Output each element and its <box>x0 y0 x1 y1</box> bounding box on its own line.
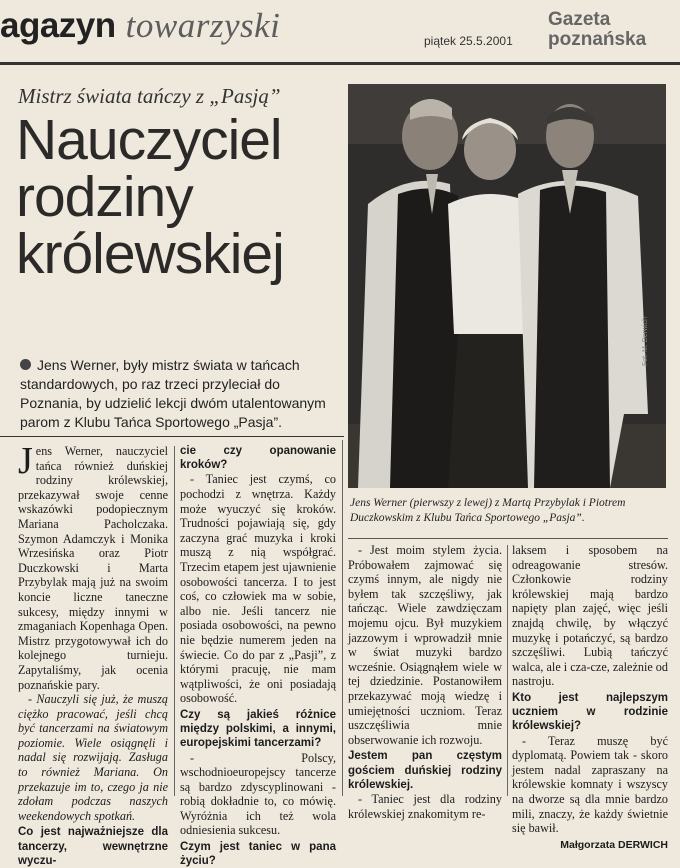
paragraph: laksem i sposobem na odreagowanie stresów. Członkowie rodziny królewskiej mają bardzo napięty plan zajęć, więc jeśli znajdą chwilę, by włączyć muzykę i potańczyć, są bardzo szczęśliwi. Lubią tańczyć walca, ale i cza-cze, zależnie od nastroju. <box>512 543 668 689</box>
headline <box>16 108 346 286</box>
column-divider <box>174 446 175 796</box>
headline-line-2: rodziny <box>16 165 193 229</box>
newspaper-logo <box>548 10 676 50</box>
lead-divider <box>0 436 344 437</box>
bullet-icon <box>20 359 31 370</box>
interview-question: Czy są jakieś różnice między polskimi, a innymi, europejskimi tancerzami? <box>180 708 336 750</box>
interview-question: Co jest najważniejsze dla tancerzy, wewnętrzne wyczu- <box>18 826 168 867</box>
author-byline: Małgorzata DERWICH <box>560 838 668 851</box>
paragraph: - Teraz muszę być dyplomatą. Powiem tak - skoro jestem nadal zapraszany na królewskie komnaty i wszyscy na dworze są dla mnie bardzo mili, znaczy, że każdy świetnie się bawił. <box>512 733 668 836</box>
article-photo <box>348 84 666 488</box>
drop-cap: J <box>18 440 33 482</box>
paragraph: - Nauczyli się już, że muszą ciężko pracować, jeśli chcą być tancerzami na światowym poziomie. Wiele osiągnęli i nadal się rozwijają. Zasługa to również Mariana. On przekazuje im to, czego ja nie zdołam podczas naszych weekendowych spotkań. <box>18 692 168 823</box>
paragraph-text: ens Werner, nauczyciel tańca również duńskiej rodziny królewskiej, przekazywał swoje cenne wskazówki podopiecznym Mariana Pacholczaka. Szymon Adamczyk i Monika Wrzesińska oraz Piotr Duczkowski i Marta Przybylak mają już na swoim koncie liczne taneczne sukcesy, między innymi w zmaganiach Kopenhaga Open. Mistrz przygotowywał ich do kolejnego turnieju. Zapytaliśmy, jak ocenia poznańskie pary. <box>18 444 168 692</box>
section-title: towarzyski <box>125 6 281 45</box>
paragraph: - Taniec jest dla rodziny królewskiej znakomitym re- <box>348 791 502 821</box>
kicker: Mistrz świata tańczy z „Pasją” <box>18 84 281 108</box>
headline-line-3: królewskiej <box>16 222 284 286</box>
masthead <box>0 6 280 46</box>
interview-question: Kto jest najlepszym uczniem w rodzinie królewskiej? <box>512 691 668 733</box>
dancers-photo-illustration <box>348 84 666 488</box>
article-column-4 <box>512 543 668 851</box>
article-column-2 <box>180 444 336 868</box>
column-divider <box>342 440 343 796</box>
caption-divider <box>348 538 668 539</box>
interview-question: cie czy opanowanie kroków? <box>180 445 336 472</box>
newspaper-logo-line2: poznańska <box>548 29 647 50</box>
interview-question: Czym jest taniec w pana życiu? <box>180 841 336 868</box>
headline-line-1: Nauczyciel <box>16 108 282 172</box>
header-rule <box>0 62 680 65</box>
lead-text: Jens Werner, były mistrz świata w tańcach standardowych, po raz trzeci przyleciał do Poznania, by udzielić lekcji dwóm utalentowanym parom z Klubu Tańca Sportowego „Pasja”. <box>20 357 326 430</box>
interview-question: Jestem pan częstym gościem duńskiej rodziny królewskiej. <box>348 750 502 791</box>
photo-caption: Jens Werner (pierwszy z lewej) z Martą Przybylak i Piotrem Duczkowskim z Klubu Tańca Sportowego „Pasja”. <box>350 497 626 524</box>
paragraph: - Polscy, wschodnioeuropejscy tancerze są bardzo zdyscyplinowani - robią dokładnie to, co mówię. Wyróżnia ich też wola odniesienia sukcesu. <box>180 750 336 838</box>
photo-credit: Fot. M. Derwich <box>642 316 649 366</box>
column-divider <box>507 545 508 796</box>
lead-paragraph <box>20 356 338 432</box>
paragraph: - Taniec jest czymś, co pochodzi z wnętrza. Każdy może wyuczyć się kroków. Trudności pojawiają się, gdy zaczyna grać muzyka i kroki muszą z nią współgrać. Trzecim etapem jest ujawnienie osobowości tancerza. I to jest coś, co człowiek ma w sobie, albo nie. Jeśli tancerz nie posiada osobowości, na pewno nie będzie numerem jeden na świecie. Co do par z „Pasji”, z którymi pracuję, nie mam wątpliwości, że oni posiadają osobowość. <box>180 472 336 706</box>
paragraph <box>18 440 168 692</box>
article-column-3 <box>348 543 502 821</box>
issue-date: piątek 25.5.2001 <box>424 34 513 48</box>
paragraph: - Jest moim stylem życia. Próbowałem zajmować się czymś innym, ale nigdy nie byłem tak szczęśliwy, jak tańcząc. Wiele zawdzięczam mojemu ojcu. Był muzykiem jazzowym i wprowadził mnie w świat muzyki bardzo wcześnie. Osiągnąłem wiele w tej dziedzinie. Postanowiłem przekazywać moją wiedzę i umiejętności uczniom. Teraz uszczęśliwia mnie obserwowanie ich rozwoju. <box>348 543 502 747</box>
article-column-1 <box>18 440 168 867</box>
masthead-title: agazyn <box>0 6 116 45</box>
newspaper-logo-line1: Gazeta <box>548 9 611 30</box>
